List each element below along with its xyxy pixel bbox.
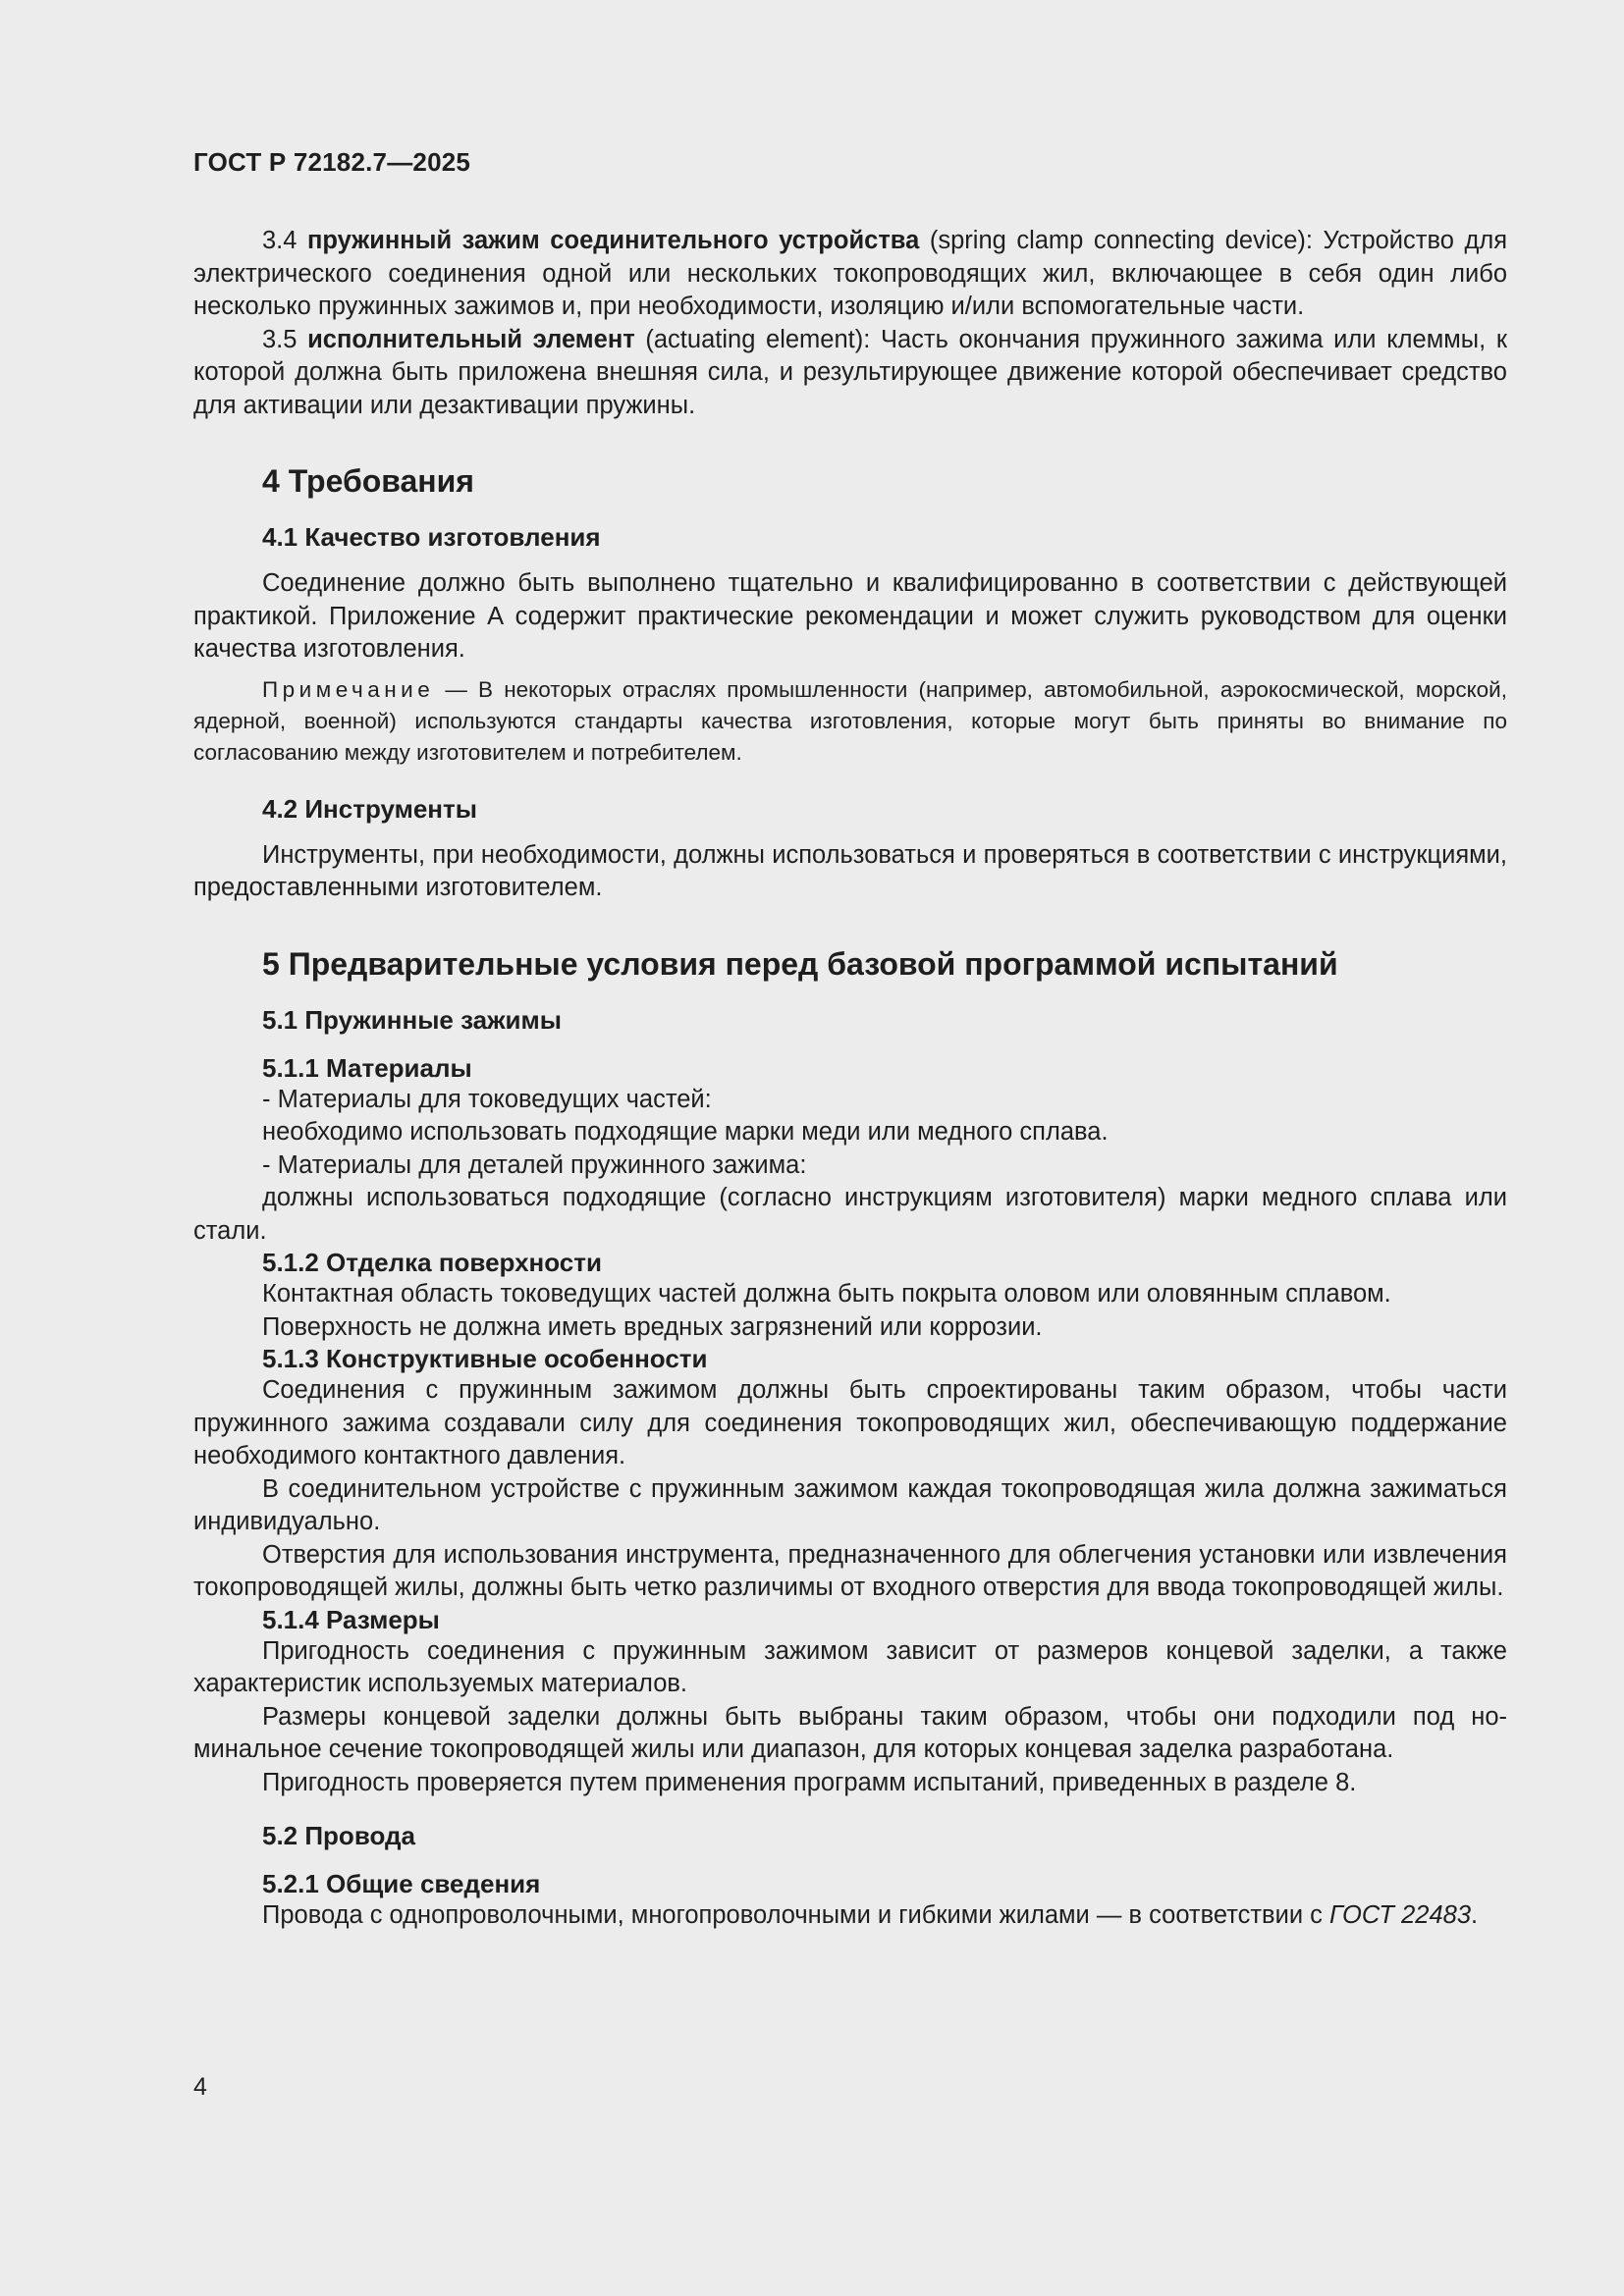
definition-3-5 bbox=[193, 324, 1507, 423]
section-5-1-2-heading: 5.1.2 Отделка поверхности bbox=[262, 1248, 602, 1277]
materials-line-4: должны использоваться подходящие (согласно инструкциям изготовителя) марки медного сплава или стали. bbox=[193, 1184, 1507, 1245]
note-paragraph bbox=[193, 674, 1507, 769]
design-paragraph-2: В соединительном устройстве с пружинным зажимом каждая токопроводящая жила должна зажиматься индивидуально. bbox=[193, 1474, 1507, 1535]
section-5-1-1-heading: 5.1.1 Материалы bbox=[262, 1052, 472, 1083]
section-5-2-heading: 5.2 Провода bbox=[262, 1821, 415, 1850]
wires-text: Провода с однопроволочными, многопроволочными и гибкими жилами — в соответствии с bbox=[262, 1901, 1329, 1929]
definition-number: 3.4 bbox=[262, 227, 298, 254]
section-5-1-4-heading: 5.1.4 Размеры bbox=[262, 1604, 440, 1634]
note-label: Примечание bbox=[262, 676, 435, 702]
surface-line-2: Поверхность не должна иметь вредных загрязнений или коррозии. bbox=[262, 1312, 1043, 1341]
definition-text: (actuating element): Часть окончания пружинного зажима или клеммы, к которой должна быть приложена внешняя сила, и результирующее движение которой обеспечивает средство для активации или дезактивации пружины. bbox=[193, 325, 1507, 419]
definition-3-4 bbox=[193, 225, 1507, 324]
section-5-heading: 5 Предварительные условия перед базовой программой испытаний bbox=[262, 945, 1338, 982]
materials-line-2: необходимо использовать подходящие марки меди или медного сплава. bbox=[262, 1118, 1109, 1146]
section-4-1-text: Соединение должно быть выполнено тщательно и квалифицированно в соответствии с действующей практикой. Приложение А содержит практические рекомендации и может служить руководством для оценки качества изготовления. bbox=[193, 569, 1507, 663]
wires-paragraph bbox=[193, 1899, 1507, 1933]
surface-line-1: Контактная область токоведущих частей должна быть покрыта оловом или оловянным сплавом. bbox=[262, 1280, 1391, 1308]
dimensions-paragraph-3: Пригодность проверяется путем применения программ испытаний, приведенных в разделе 8. bbox=[262, 1768, 1357, 1796]
section-4-1-heading: 4.1 Качество изготовления bbox=[262, 522, 601, 552]
section-5-2-1-heading: 5.2.1 Общие сведения bbox=[262, 1869, 541, 1898]
dimensions-paragraph-1: Пригодность соединения с пружинным зажимом зависит от размеров концевой заделки, а также характеристик используемых материалов. bbox=[193, 1636, 1507, 1697]
section-5-1-heading: 5.1 Пружинные зажимы bbox=[262, 1004, 562, 1035]
materials-line-3: - Материалы для деталей пружинного зажима: bbox=[262, 1150, 807, 1179]
section-4-2-heading: 4.2 Инструменты bbox=[262, 793, 477, 824]
standard-reference: ГОСТ 22483 bbox=[1329, 1901, 1471, 1929]
document-header: ГОСТ Р 72182.7—2025 bbox=[193, 147, 471, 177]
document-page bbox=[193, 147, 1507, 1933]
design-paragraph-3: Отверстия для использования инструмента, предназначенного для облегчения установки или извлечения токопроводящей жилы, должны быть четко различимы от входного отверстия для ввода токопроводящей жилы. bbox=[193, 1540, 1507, 1601]
section-4-heading: 4 Требования bbox=[262, 463, 474, 499]
definition-text: (spring clamp connecting device): Устройство для электрического соединения одной или нескольких токопроводящих жил, включающее в себя один либо несколько пружинных зажимов и, при необходимости, изоляцию и/или вспомогательные части. bbox=[193, 227, 1508, 320]
section-5-1-3-heading: 5.1.3 Конструктивные особенности bbox=[262, 1344, 708, 1373]
note-text: — В некоторых отраслях промышленности (например, автомобильной, аэрокосмической, морской, ядерной, военной) используются стандарты качества изготовления, которые могут быть приняты во внимание по согласованию между изготовителем и потребителем. bbox=[193, 676, 1507, 765]
wires-end: . bbox=[1471, 1901, 1479, 1929]
definition-term: исполнительный элемент bbox=[307, 325, 635, 353]
section-4-2-text: Инструменты, при необходимости, должны использоваться и проверяться в соответствии с инструкциями, предоставленными изготовителем. bbox=[193, 840, 1507, 901]
dimensions-paragraph-2: Размеры концевой заделки должны быть выбраны таким образом, чтобы они подходили под номинальное сечение токопроводящей жилы или диапазон, для которых концевая заделка разработана. bbox=[193, 1702, 1507, 1763]
page-number: 4 bbox=[193, 2073, 207, 2101]
materials-line-1: - Материалы для токоведущих частей: bbox=[262, 1085, 712, 1113]
design-paragraph-1: Соединения с пружинным зажимом должны быть спроектированы таким образом, чтобы части пружинного зажима создавали силу для соединения токопроводящих жил, обеспечивающую поддержание необходимого контактного давления. bbox=[193, 1376, 1507, 1469]
definition-number: 3.5 bbox=[262, 325, 298, 353]
definition-term: пружинный зажим соединительного устройства bbox=[306, 227, 920, 254]
